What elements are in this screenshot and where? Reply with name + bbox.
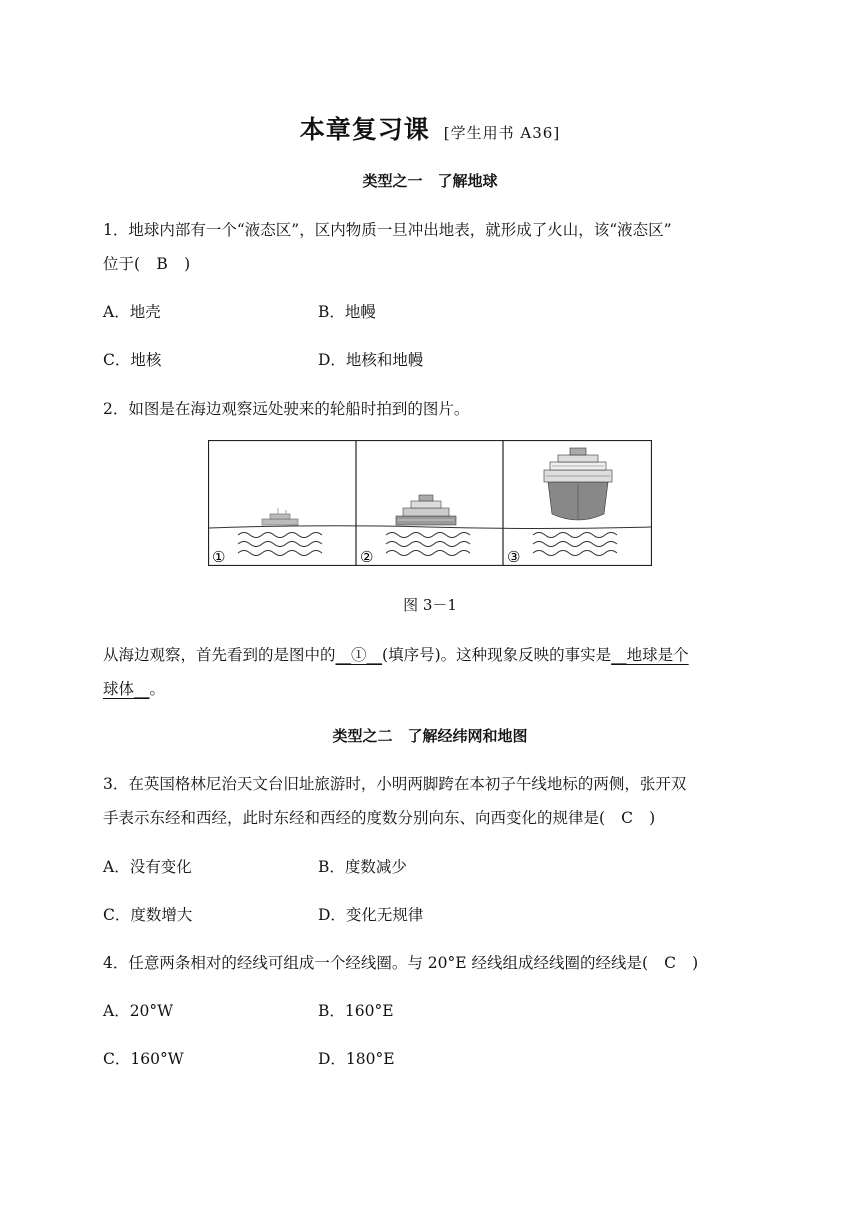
q1-option-c: C．地核 [103, 351, 162, 369]
q1-stem-line1: 1．地球内部有一个“液态区”，区内物质一旦冲出地表，就形成了火山，该“液态区” [103, 221, 672, 239]
q1-stem-line2 [103, 252, 190, 274]
book-reference: [学生用书 A36] [443, 124, 561, 142]
q3-option-b: B．度数减少 [318, 858, 407, 876]
q3-option-a: A．没有变化 [103, 858, 192, 876]
q2-stem: 2．如图是在海边观察远处驶来的轮船时拍到的图片。 [103, 400, 470, 418]
ship-figure [208, 440, 652, 566]
q4-option-c: C．160°W [103, 1050, 184, 1068]
q3-option-c: C．度数增大 [103, 906, 193, 924]
q3-stem-line2 [103, 806, 655, 828]
q4-stem [103, 951, 698, 973]
q1-answer: B [156, 255, 168, 273]
page-title: 本章复习课 [299, 115, 430, 144]
section-heading-1: 类型之一 了解地球 [362, 172, 498, 190]
q2-blank-2a: __地球是个 [611, 646, 689, 664]
panel-label-1: ① [212, 548, 226, 566]
q1-stem-prefix: 位于( [103, 255, 141, 273]
q2-blank-1: __①__ [335, 646, 383, 664]
figure-caption: 图 3－1 [403, 596, 457, 614]
panel-label-2: ② [360, 548, 374, 566]
page-header [0, 110, 860, 146]
q2-text-b: (填序号)。这种现象反映的事实是 [382, 646, 612, 664]
section-heading-2: 类型之二 了解经纬网和地图 [332, 727, 528, 745]
q4-option-b: B．160°E [318, 1002, 394, 1020]
q4-stem-suffix: ) [692, 954, 699, 972]
q2-answer-line1 [103, 643, 689, 665]
q3-stem-line1: 3．在英国格林尼治天文台旧址旅游时，小明两脚跨在本初子午线地标的两侧，张开双 [103, 775, 687, 793]
q1-option-b: B．地幔 [318, 303, 376, 321]
q4-answer: C [664, 954, 676, 972]
q2-answer-line2 [103, 677, 165, 699]
q4-option-a: A．20°W [103, 1002, 174, 1020]
q3-option-d: D．变化无规律 [318, 906, 424, 924]
q3-stem-suffix: ) [649, 809, 656, 827]
q3-answer: C [621, 809, 633, 827]
q2-blank-2b: 球体__ [103, 680, 150, 698]
q2-line-end: 。 [149, 680, 166, 698]
q4-option-d: D．180°E [318, 1050, 395, 1068]
q1-stem-suffix: ) [184, 255, 191, 273]
q1-option-d: D．地核和地幔 [318, 351, 424, 369]
q2-text-a: 从海边观察，首先看到的是图中的 [103, 646, 336, 664]
panel-label-3: ③ [507, 548, 521, 566]
q3-stem-prefix: 手表示东经和西经，此时东经和西经的度数分别向东、向西变化的规律是( [103, 809, 606, 827]
q4-stem-prefix: 4．任意两条相对的经线可组成一个经线圈。与 20°E 经线组成经线圈的经线是( [103, 954, 649, 972]
q1-option-a: A．地壳 [103, 303, 161, 321]
